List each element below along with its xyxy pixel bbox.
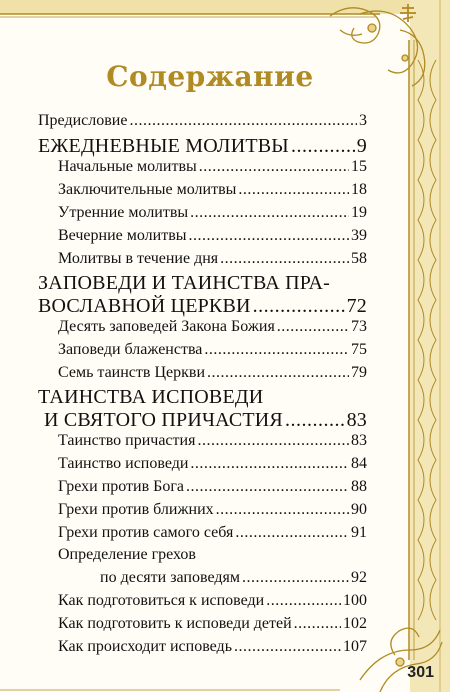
toc-entry-title: ВОСЛАВНОЙ ЦЕРКВИ (38, 295, 251, 317)
toc-entry (58, 181, 367, 199)
toc-entry-title: Семь таинств Церкви (58, 364, 205, 381)
toc-entry-title: Десять заповедей Закона Божия (58, 318, 275, 335)
toc-entry-page: 91 (351, 524, 367, 541)
toc-entry-title: Начальные молитвы (58, 158, 197, 175)
toc-leader-dots (220, 250, 349, 268)
toc-entry-page: 83 (346, 409, 367, 431)
right-border (410, 0, 450, 692)
toc-entry (38, 135, 367, 158)
toc-entry-title: И СВЯТОГО ПРИЧАСТИЯ (44, 409, 283, 431)
toc-leader-dots (266, 592, 341, 610)
toc-entry (58, 364, 367, 382)
toc-entry-title: Как подготовиться к исповеди (58, 592, 265, 609)
toc-leader-dots (242, 569, 349, 587)
toc-leader-dots (291, 135, 355, 158)
toc-entry (38, 295, 367, 318)
page-title: Содержание (106, 60, 314, 93)
toc-entry (38, 386, 390, 409)
toc-entry-page: 75 (351, 341, 367, 358)
toc-entry-title: Вечерние молитвы (58, 227, 187, 244)
toc-leader-dots (197, 432, 349, 450)
toc-entry (58, 250, 367, 268)
toc-leader-dots (285, 409, 345, 432)
toc-entry-title: ЗАПОВЕДИ И ТАИНСТВА ПРА- (38, 272, 330, 294)
toc-entry-title: Определение грехов (58, 546, 196, 563)
toc-entry-page: 100 (343, 592, 367, 609)
toc-leader-dots (216, 501, 349, 519)
toc-entry-page: 3 (359, 112, 367, 129)
toc-entry-page: 9 (356, 135, 367, 157)
toc-entry-page: 107 (343, 638, 367, 655)
toc-leader-dots (190, 204, 349, 222)
toc-leader-dots (277, 318, 349, 336)
toc-entry (58, 455, 367, 473)
toc-entry-page: 73 (351, 318, 367, 335)
toc-entry-title: Таинство исповеди (58, 455, 189, 472)
toc-entry (58, 638, 367, 656)
toc-leader-dots (189, 227, 349, 245)
toc-entry-title: Грехи против самого себя (58, 524, 234, 541)
toc-leader-dots (207, 364, 349, 382)
toc-entry-title: Грехи против Бога (58, 478, 185, 495)
toc-entry-title: Заключительные молитвы (58, 181, 237, 198)
toc-entry-title: Утренние молитвы (58, 204, 189, 221)
toc-entry-page: 19 (351, 204, 367, 221)
toc-leader-dots (129, 112, 357, 130)
toc-entry-title: ЕЖЕДНЕВНЫЕ МОЛИТВЫ (38, 135, 289, 157)
toc-entry (58, 501, 367, 519)
toc-entry-page: 92 (351, 569, 367, 586)
toc-entry (58, 524, 367, 542)
toc-entry-title: Таинство причастия (58, 432, 196, 449)
toc-leader-dots (199, 158, 349, 176)
toc-entry-title: Предисловие (38, 112, 128, 129)
toc-entry (44, 409, 367, 432)
page-number: 301 (407, 664, 434, 681)
toc-leader-dots (234, 638, 341, 656)
toc-entry-title: Как происходит исповедь (58, 638, 232, 655)
toc-entry-title: Грехи против ближних (58, 501, 214, 518)
toc-entry-page: 84 (351, 455, 367, 472)
toc-entry-title: по десяти заповедям (100, 569, 240, 586)
toc-entry-page: 90 (351, 501, 367, 518)
toc-entry-title: Молитвы в течение дня (58, 250, 219, 267)
toc-entry-page: 83 (351, 432, 367, 449)
toc-entry (58, 592, 367, 610)
toc-entry-page: 72 (346, 295, 367, 317)
toc-entry-page: 18 (351, 181, 367, 198)
toc-entry-page: 39 (351, 227, 367, 244)
toc-entry (58, 318, 367, 336)
toc-entry (58, 227, 367, 245)
toc-entry-page: 58 (351, 250, 367, 267)
toc-entry (58, 615, 367, 633)
toc-leader-dots (190, 455, 349, 473)
toc-entry-page: 88 (351, 478, 367, 495)
toc-entry (100, 569, 367, 587)
toc-entry-title: ТАИНСТВА ИСПОВЕДИ (38, 386, 264, 408)
toc-entry-page: 79 (351, 364, 367, 381)
toc-entry (58, 158, 367, 176)
toc-entry-page: 15 (351, 158, 367, 175)
toc-leader-dots (238, 181, 349, 199)
toc-entry (58, 478, 367, 496)
toc-entry (38, 272, 390, 295)
toc-leader-dots (294, 615, 341, 633)
toc-entry (58, 341, 367, 359)
toc-entry-page: 102 (343, 615, 367, 632)
toc-leader-dots (253, 295, 345, 318)
toc-entry (58, 546, 390, 564)
toc-leader-dots (186, 478, 349, 496)
toc-leader-dots (235, 524, 349, 542)
toc-entry-title: Заповеди блаженства (58, 341, 203, 358)
toc-entry (58, 432, 367, 450)
toc-entry (38, 112, 367, 130)
toc-entry-title: Как подготовить к исповеди детей (58, 615, 292, 632)
toc-entry (58, 204, 367, 222)
toc-leader-dots (204, 341, 349, 359)
